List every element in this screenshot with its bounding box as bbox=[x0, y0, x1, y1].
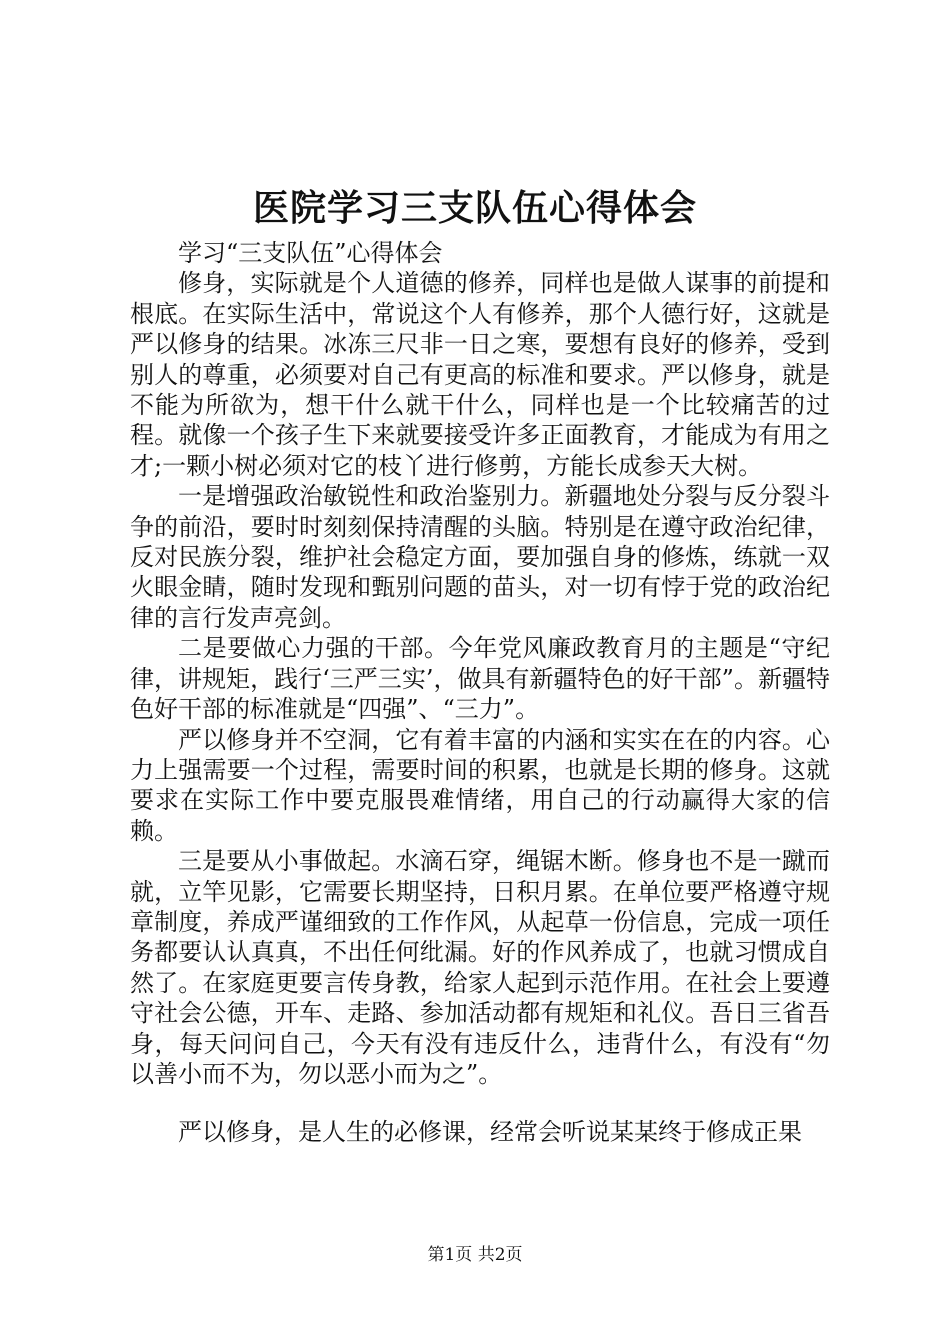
body-paragraph: 严以修身，是人生的必修课，经常会听说某某终于修成正果 bbox=[178, 1118, 802, 1147]
document-title: 医院学习三支队伍心得体会 bbox=[252, 187, 697, 229]
body-paragraph: 一是增强政治敏锐性和政治鉴别力。新疆地处分裂与反分裂斗争的前沿，要时时刻刻保持清醒的头脑。特别是在遵守政治纪律，反对民族分裂，维护社会稳定方面，要加强自身的修炼，练就一双火眼金睛，随时发现和甄别问题的苗头，对一切有悖于党的政治纪律的言行发声亮剑。 bbox=[130, 482, 830, 632]
document-body bbox=[130, 238, 830, 1148]
subtitle-paragraph: 学习“三支队伍”心得体会 bbox=[178, 239, 443, 267]
body-paragraph: 三是要从小事做起。水滴石穿，绳锯木断。修身也不是一蹴而就，立竿见影，它需要长期坚持，日积月累。在单位要严格遵守规章制度，养成严谨细致的工作作风，从起草一份信息，完成一项任务都要认认真真，不出任何纰漏。好的作风养成了，也就习惯成自然了。在家庭更要言传身教，给家人起到示范作用。在社会上要遵守社会公德，开车、走路、参加活动都有规矩和礼仪。吾日三省吾身，每天问问自己，今天有没有违反什么，违背什么，有没有“勿以善小而不为，勿以恶小而为之”。 bbox=[130, 847, 830, 1088]
page-number: 第1页 共2页 bbox=[427, 1245, 523, 1265]
body-paragraph: 严以修身并不空洞，它有着丰富的内涵和实实在在的内容。心力上强需要一个过程，需要时间的积累，也就是长期的修身。这就要求在实际工作中要克服畏难情绪，用自己的行动赢得大家的信赖。 bbox=[130, 725, 830, 845]
body-paragraph: 修身，实际就是个人道德的修养，同样也是做人谋事的前提和根底。在实际生活中，常说这个人有修养，那个人德行好，这就是严以修身的结果。冰冻三尺非一日之寒，要想有良好的修养，受到别人的尊重，必须要对自己有更高的标准和要求。严以修身，就是不能为所欲为，想干什么就干什么，同样也是一个比较痛苦的过程。就像一个孩子生下来就要接受许多正面教育，才能成为有用之才;一颗小树必须对它的枝丫进行修剪，方能长成参天大树。 bbox=[130, 269, 830, 480]
body-paragraph: 二是要做心力强的干部。今年党风廉政教育月的主题是“守纪律，讲规矩，践行‘三严三实’，做具有新疆特色的好干部”。新疆特色好干部的标准就是“四强”、“三力”。 bbox=[130, 634, 830, 724]
